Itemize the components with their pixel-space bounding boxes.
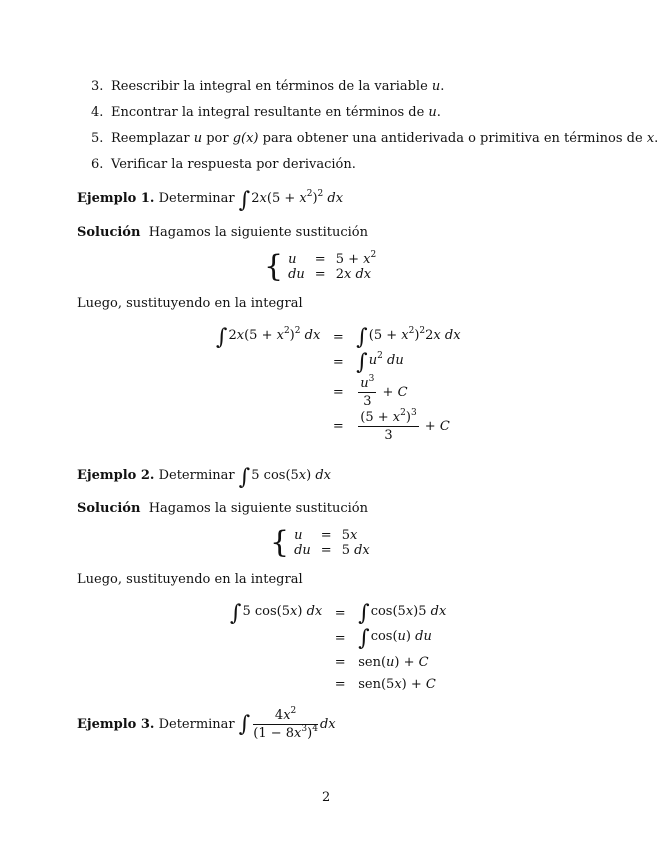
punct: . xyxy=(654,131,658,146)
ejemplo-label: Ejemplo 2. xyxy=(77,468,155,483)
formula: ∫5 cos(5x) dx xyxy=(238,465,332,490)
ejemplo-3-heading xyxy=(77,708,336,741)
page-number xyxy=(322,790,330,805)
var-u: u xyxy=(431,79,441,94)
step-6 xyxy=(91,157,356,172)
solucion-2 xyxy=(77,501,368,516)
formula: ∫ $\frac{4x^2}{(1 - 8x^3)^4}$ dx xyxy=(238,706,336,741)
solucion-text: Hagamos la siguiente sustitución xyxy=(148,225,368,240)
step-text: Reescribir la integral en términos de la variable xyxy=(111,79,432,94)
var-x: x xyxy=(646,131,655,146)
ejemplo-label: Ejemplo 1. xyxy=(77,191,155,206)
luego-2 xyxy=(77,572,303,587)
ejemplo-label: Ejemplo 3. xyxy=(77,717,155,732)
step-text: por xyxy=(202,131,233,146)
solucion-1 xyxy=(77,225,368,240)
derivation-1: $\int 2x(5 + x^2)^2$ dx = $\int(5 + x^2)^22x$ dx = $\int u^2$ du = $\frac{u^3}{3}$ + C = $\frac{(5 + x^2)^3}{3}$ + C xyxy=(216,325,461,443)
solucion-label: Solución xyxy=(77,225,141,240)
step-4 xyxy=(91,105,441,120)
step-5 xyxy=(91,131,658,146)
formula: $\int 2x(5 + x^2)^2$ dx xyxy=(238,188,344,213)
ejemplo-text: Determinar xyxy=(158,191,235,206)
step-number: 3. xyxy=(91,79,104,94)
step-text: Encontrar la integral resultante en términos de xyxy=(111,105,429,120)
ejemplo-1-heading xyxy=(77,188,343,213)
derivation-2: ∫5 cos(5x) dx = ∫cos(5x)5 dx = ∫cos(u) du = sen(u) + C = sen(5x) + C xyxy=(230,601,447,692)
step-text: Reemplazar xyxy=(111,131,194,146)
var-u: u xyxy=(193,131,203,146)
step-text: Verificar la respuesta por derivación. xyxy=(111,157,356,172)
luego-text: Luego, sustituyendo en la integral xyxy=(77,296,303,311)
step-number: 6. xyxy=(91,157,104,172)
page-number-text: 2 xyxy=(322,790,331,805)
step-number: 5. xyxy=(91,131,104,146)
step-text: para obtener una antiderivada o primitiva en términos de xyxy=(258,131,647,146)
punct: . xyxy=(440,79,445,94)
step-number: 4. xyxy=(91,105,104,120)
ejemplo-text: Determinar xyxy=(158,717,235,732)
luego-text: Luego, sustituyendo en la integral xyxy=(77,572,303,587)
luego-1 xyxy=(77,296,303,311)
func-g: g(x) xyxy=(232,131,259,146)
ejemplo-2-heading xyxy=(77,465,331,490)
ejemplo-text: Determinar xyxy=(158,468,235,483)
punct: . xyxy=(436,105,441,120)
substitution-system-1: { u = $5 + x^2$ du = 2x dx xyxy=(264,249,377,284)
var-u: u xyxy=(428,105,437,120)
solucion-text: Hagamos la siguiente sustitución xyxy=(148,501,368,516)
substitution-system-2: { u = 5x du = 5 dx xyxy=(270,525,370,560)
solucion-label: Solución xyxy=(77,501,141,516)
step-3 xyxy=(91,79,444,94)
